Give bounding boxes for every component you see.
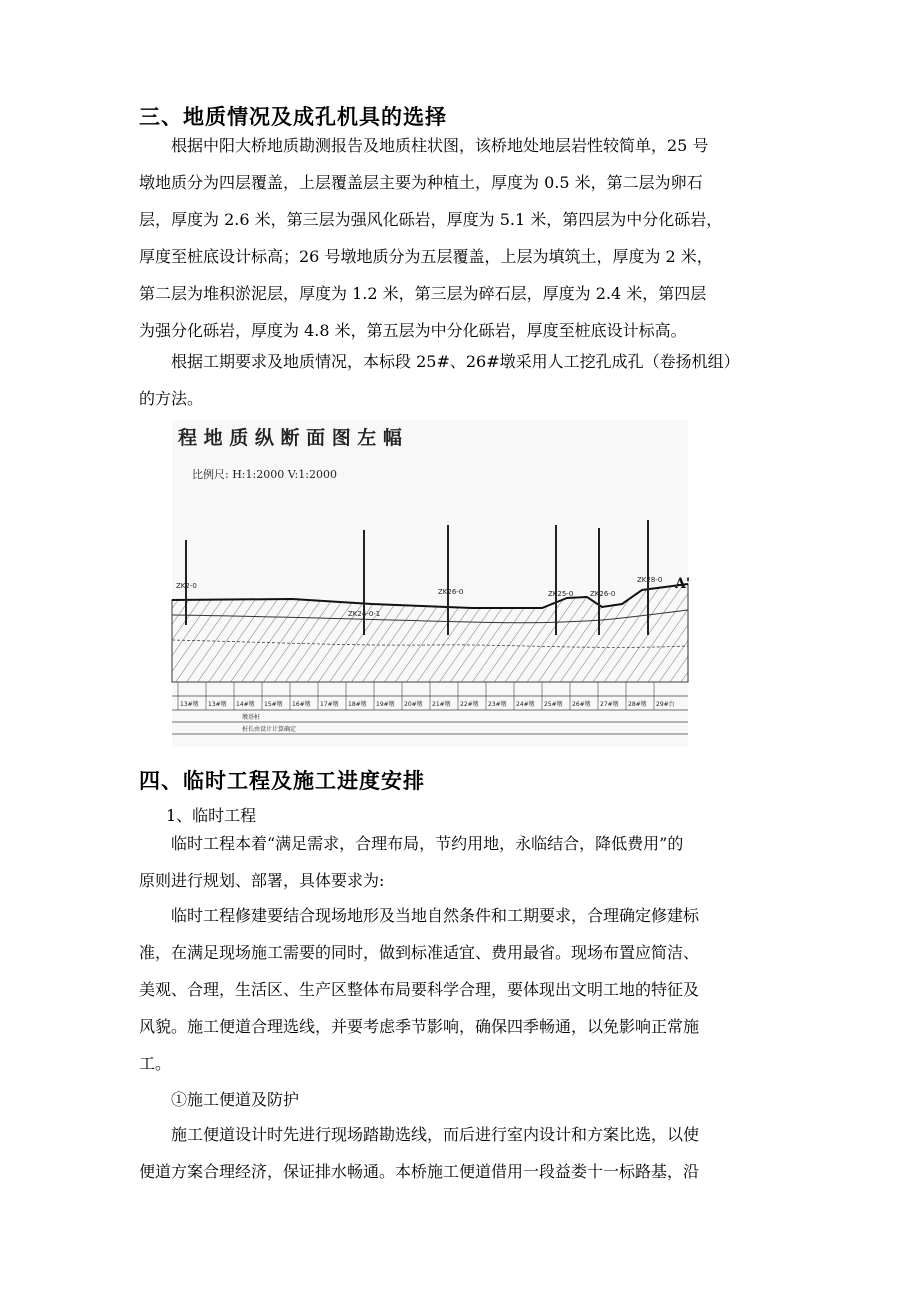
borehole-label: ZK28-0 [637, 576, 663, 584]
pier-label: 26#墩 [572, 701, 591, 708]
pier-label: 17#墩 [320, 701, 339, 708]
text-line: 厚度至桩底设计标高；26 号墩地质分为五层覆盖，上层为填筑土，厚度为 2 米， [139, 247, 713, 266]
subheading: ①施工便道及防护 [171, 1090, 300, 1109]
text-line: 层，厚度为 2.6 米，第三层为强风化砾岩，厚度为 5.1 米，第四层为中分化砾岩， [139, 210, 723, 229]
pier-label: 24#墩 [516, 701, 535, 708]
text-line: 临时工程修建要结合现场地形及当地自然条件和工期要求，合理确定修建标 [171, 906, 700, 925]
text-line: 为强分化砾岩，厚度为 4.8 米，第五层为中分化砾岩，厚度至桩底设计标高。 [139, 321, 687, 340]
borehole-label: ZK25-0 [548, 590, 574, 598]
section-heading-4: 四、临时工程及施工进度安排 [139, 769, 425, 793]
paragraph-access-road [139, 1116, 789, 1190]
borehole-label: ZK24-0-1 [348, 610, 381, 618]
figure-title: 程 地 质 纵 断 面 图 左 幅 [178, 427, 402, 449]
text-line: 美观、合理，生活区、生产区整体布局要科学合理，要体现出文明工地的特征及 [139, 980, 700, 999]
text-line: 施工便道设计时先进行现场踏勘选线，而后进行室内设计和方案比选，以使 [171, 1125, 700, 1144]
pier-label: 28#墩 [628, 701, 647, 708]
pier-table-label: 桩长由设计计算确定 [242, 726, 297, 733]
text-line: 临时工程本着“满足需求，合理布局，节约用地，永临结合，降低费用”的 [171, 834, 684, 853]
section-marker: A' [675, 576, 691, 592]
paragraph-principle [139, 825, 789, 899]
section-heading-3: 三、地质情况及成孔机具的选择 [139, 105, 447, 129]
pier-label: 18#墩 [348, 701, 367, 708]
text-line: 工。 [139, 1054, 172, 1073]
pier-label: 14#墩 [236, 701, 255, 708]
pier-label: 13#墩 [208, 701, 227, 708]
text-line: 风貌。施工便道合理选线，并要考虑季节影响，确保四季畅通，以免影响正常施 [139, 1017, 700, 1036]
subheading-access-road [139, 1081, 789, 1118]
text-line: 准，在满足现场施工需要的同时，做到标准适宜、费用最省。现场布置应简洁、 [139, 943, 700, 962]
geology-section-figure [172, 420, 691, 747]
pier-label: 13#墩 [180, 701, 199, 708]
figure-scale: 比例尺: H:1:2000 V:1:2000 [192, 468, 337, 481]
pier-label: 15#墩 [264, 701, 283, 708]
pier-label: 23#墩 [488, 701, 507, 708]
pier-label: 16#墩 [292, 701, 311, 708]
text-line: 便道方案合理经济，保证排水畅通。本桥施工便道借用一段益娄十一标路基，沿 [139, 1162, 700, 1181]
text-line: 第二层为堆积淤泥层，厚度为 1.2 米，第三层为碎石层，厚度为 2.4 米，第四层 [139, 284, 707, 303]
paragraph-requirements [139, 897, 789, 1082]
text-line: 原则进行规划、部署，具体要求为: [139, 871, 385, 890]
pier-label: 22#墩 [460, 701, 479, 708]
paragraph-geology [139, 127, 789, 349]
borehole-label: ZK26-0 [590, 590, 616, 598]
text-line: 根据工期要求及地质情况，本标段 25#、26#墩采用人工挖孔成孔（卷扬机组） [171, 352, 740, 371]
borehole-label: ZK2-0 [176, 582, 197, 590]
pier-table-label: 墩基桩 [242, 714, 261, 721]
pier-label: 20#墩 [404, 701, 423, 708]
text-line: 墩地质分为四层覆盖，上层覆盖层主要为种植土，厚度为 0.5 米，第二层为卵石 [139, 173, 703, 192]
subheading: 1、临时工程 [166, 806, 257, 825]
pier-label: 29#台 [656, 701, 675, 708]
text-line: 的方法。 [139, 389, 204, 408]
pier-label: 27#墩 [600, 701, 619, 708]
geology-section-drawing [172, 420, 691, 747]
pier-label: 25#墩 [544, 701, 563, 708]
pier-label: 21#墩 [432, 701, 451, 708]
text-line: 根据中阳大桥地质勘测报告及地质柱状图，该桥地处地层岩性较简单，25 号 [171, 136, 709, 155]
borehole-label: ZK26-0 [438, 588, 464, 596]
paragraph-method [139, 343, 789, 417]
pier-label: 19#墩 [376, 701, 395, 708]
